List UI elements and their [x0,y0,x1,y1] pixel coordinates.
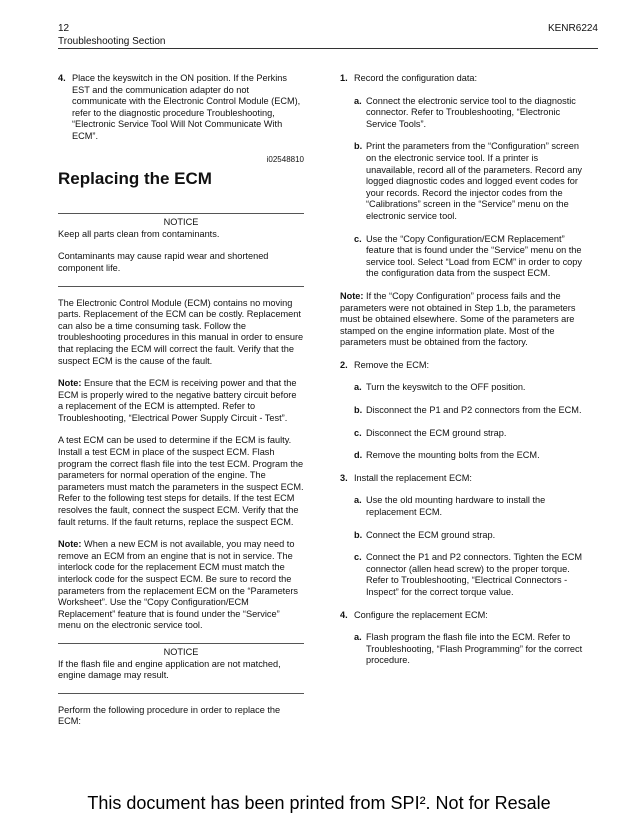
left-column [58,73,304,739]
paragraph: A test ECM can be used to determine if the ECM is faulty. Install a test ECM in place of the suspect ECM. Flash program the correct flash file into the test ECM. Program the parameters for normal operation of the engine. The parameters must match the parameters in the suspect ECM. Refer to the following test steps for details. If the test ECM resolves the fault, connect the suspect ECM. Verify that the fault returns. If the fault returns, replace the suspect ECM. [58,435,304,527]
paragraph: Perform the following procedure in order to replace the ECM: [58,704,281,727]
substep-text: Turn the keyswitch to the OFF position. [366,382,526,393]
substep [354,530,584,542]
step-text: Remove the ECM: [354,359,430,370]
substep-letter: a. [354,382,362,393]
step-number: 4. [58,73,66,83]
step-4 [340,610,584,622]
substep-text: Flash program the flash file into the ECM. Refer to Troubleshooting, “Flash Programming” for the correct procedure. [366,632,583,666]
substep [354,96,584,131]
substep-text: Disconnect the ECM ground strap. [366,427,507,438]
substep [354,428,584,440]
substep [354,495,584,518]
substep-text: Disconnect the P1 and P2 connectors from the ECM. [366,405,582,416]
step-4 [58,73,304,143]
note-text: Ensure that the ECM is receiving power and that the ECM is properly wired to the negative battery circuit before a replacement of the ECM is attempted. Refer to Troubleshooting, “Electrical Power Supply Circuit - Test”. [58,378,297,423]
step-text: Record the configuration data: [354,73,478,83]
substep [354,382,584,394]
resale-footer: This document has been printed from SPI². Not for Resale [87,793,551,813]
step-text: Configure the replacement ECM: [354,609,488,620]
substep-letter: c. [354,233,362,244]
note-label: Note: [58,378,82,389]
page-header-left [58,22,165,48]
substep-letter: d. [354,450,363,461]
step-number: 2. [340,359,348,370]
note-label: Note: [340,290,364,301]
note-paragraph [58,378,304,424]
step-number: 1. [340,73,348,83]
step-text: Place the keyswitch in the ON position. If the Perkins EST and the communication adapter do not communicate with the Electronic Control Module (ECM), refer to the diagnostic procedure Troubleshooting, “Electronic Service Tool Will Not Communicate With ECM”. [72,73,301,141]
substep-letter: b. [354,529,363,540]
substep [354,552,584,598]
section-title: Replacing the ECM [58,169,212,189]
step-text: Install the replacement ECM: [354,472,472,483]
substep-text: Remove the mounting bolts from the ECM. [366,450,540,461]
header-divider [58,48,598,49]
note-paragraph [340,291,584,349]
notice-text: Keep all parts clean from contaminants. [58,228,220,239]
notice-title: NOTICE [163,217,199,228]
notice-bottom-rule [58,286,304,287]
note-paragraph [58,539,304,632]
substep-text: Connect the P1 and P2 connectors. Tighten the ECM connector (allen head screw) to the proper torque. Refer to Troubleshooting, “Electrical Connectors - Inspect” for the correct torque value. [366,552,583,597]
substep [354,405,584,417]
page-number: 12 [58,23,70,34]
notice-block [58,217,304,274]
substep-letter: b. [354,405,363,416]
substep-letter: a. [354,632,362,643]
step-number: 3. [340,472,348,483]
substep-letter: b. [354,141,363,152]
substep-letter: c. [354,552,362,563]
notice-bottom-rule [58,693,304,694]
substep [354,141,584,222]
substep-text: Connect the electronic service tool to the diagnostic connector. Refer to Troubleshooting, “Electronic Service Tools”. [366,95,576,129]
step-number: 4. [340,609,348,620]
notice-text: Contaminants may cause rapid wear and shortened component life. [58,251,269,273]
substep-letter: c. [354,427,362,438]
substep-text: Use the “Copy Configuration/ECM Replacement” feature that is found under the “Service” menu on the service tool. Select “Load from ECM” in order to copy the configuration data from the suspect ECM. [366,233,582,279]
step-1 [340,73,584,85]
note-text: If the “Copy Configuration” process fails and the parameters were not obtained in Step 1.b, the parameters must be obtained elsewhere. Some of the parameters are stamped on the engine information plate. Most of the parameters must be obtained from the factory. [340,290,576,348]
substep-text: Connect the ECM ground strap. [366,529,496,540]
notice-top-rule [58,213,304,214]
doc-code: KENR6224 [547,23,598,34]
notice-top-rule [58,643,304,644]
substep-text: Print the parameters from the “Configuration” screen on the electronic service tool. If a printer is unavailable, record all of the parameters. Record any logged diagnostic codes and logged event codes for your records. Record the injector codes from the “Calibrations” screen in the “Service” menu on the electronic service tool. [366,141,583,221]
note-label: Note: [58,539,82,550]
substep-letter: a. [354,495,362,506]
note-text: When a new ECM is not available, you may need to remove an ECM from an engine that is not in service. The interlock code for the replacement ECM must match the interlock code for the suspect ECM. Be sure to record the parameters from the replacement ECM on the “Parameters Worksheet”. Use the “Copy Configuration/ECM Replacement” feature that is found under the “Service” menu on the electronic service tool. [58,539,298,631]
notice-title: NOTICE [163,646,199,657]
step-2 [340,360,584,372]
step-3 [340,473,584,485]
substep [354,632,584,667]
notice-block [58,647,304,682]
substep [354,234,584,280]
substep-text: Use the old mounting hardware to install the replacement ECM. [366,495,546,518]
right-column [340,73,584,678]
document-id: i02548810 [266,154,304,164]
notice-text: If the flash file and engine application are not matched, engine damage may result. [58,658,281,681]
paragraph: The Electronic Control Module (ECM) contains no moving parts. Replacement of the ECM can be costly. Replacement can also be a time consuming task. Follow the troubleshooting procedures in this manual in order to ensure that replacing the ECM will correct the fault. Verify that the suspect ECM is the cause of the fault. [58,297,304,366]
section-name: Troubleshooting Section [58,36,166,47]
substep [354,450,584,462]
substep-letter: a. [354,95,362,106]
